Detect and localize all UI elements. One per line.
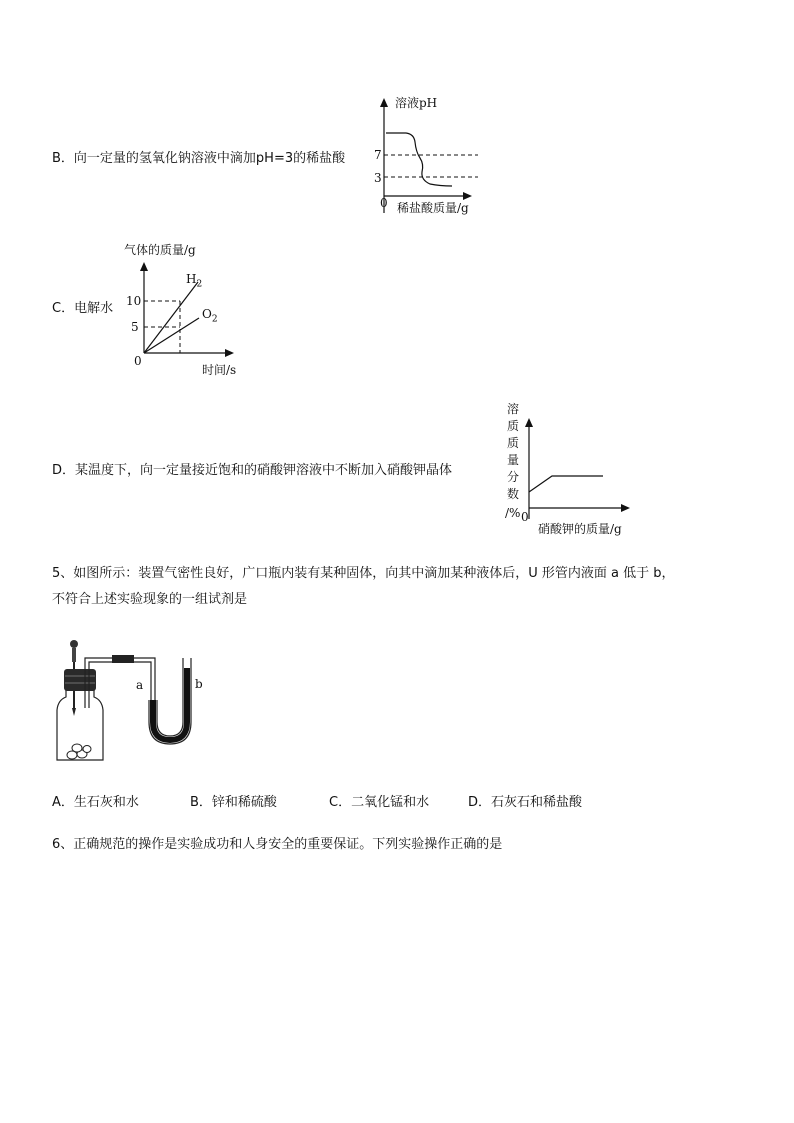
u-tube-inner: [157, 658, 183, 736]
solid-lump: [72, 744, 82, 752]
rubber-connector: [112, 655, 134, 663]
c-origin: 0: [134, 354, 142, 368]
solid-lump: [83, 746, 91, 753]
d-ylabel-char: 质: [507, 419, 520, 433]
c-y-label: 气体的质量/g: [124, 243, 196, 257]
b-ytick-3: 3: [374, 171, 382, 185]
dropper-neck: [72, 648, 76, 662]
o2-label: $O_2$: [202, 307, 218, 325]
label-b: b: [195, 677, 203, 691]
q5-choice-a[interactable]: A．生石灰和水: [52, 795, 139, 810]
dropper-tip-icon: [72, 708, 76, 716]
option-b-text: B．向一定量的氢氧化钠溶液中滴加pH=3的稀盐酸: [52, 151, 346, 166]
h2-label: $H_2$: [186, 272, 203, 290]
d-x-label: 硝酸钾的质量/g: [538, 522, 622, 536]
b-y-label: 溶液pH: [395, 96, 438, 110]
dropper-bulb-icon: [70, 640, 78, 648]
option-c-text: C．电解水: [52, 301, 114, 316]
d-ylabel-char: 分: [507, 470, 520, 484]
d-ylabel-char: 溶: [507, 402, 520, 416]
q5-line-1: 5、如图所示：装置气密性良好，广口瓶内装有某种固体，向其中滴加某种液体后，U 形管内液面 a 低于 b，: [52, 566, 675, 581]
b-origin: 0: [380, 196, 388, 210]
q5-choice-b[interactable]: B．锌和稀硫酸: [190, 795, 277, 810]
rubber-stopper: [64, 669, 96, 691]
c-ytick-5: 5: [131, 320, 139, 334]
q5-choice-d[interactable]: D．石灰石和稀盐酸: [468, 795, 583, 810]
d-ylabel-char: 数: [507, 487, 520, 501]
d-ylabel-char: 量: [507, 453, 520, 467]
q5-choice-c[interactable]: C．二氧化锰和水: [329, 795, 430, 810]
d-ylabel-char: 质: [507, 436, 520, 450]
q5-line-2: 不符合上述实验现象的一组试剂是: [52, 592, 248, 607]
b-x-label: 稀盐酸质量/g: [397, 201, 469, 215]
label-a: a: [136, 678, 144, 692]
d-origin: 0: [521, 510, 529, 524]
option-d-text: D．某温度下，向一定量接近饱和的硝酸钾溶液中不断加入硝酸钾晶体: [52, 463, 453, 478]
c-ytick-10: 10: [126, 294, 142, 308]
d-ylabel-char: /%: [505, 506, 521, 520]
b-ytick-7: 7: [374, 148, 382, 162]
c-x-label: 时间/s: [202, 363, 237, 377]
q6-text: 6、正确规范的操作是实验成功和人身安全的重要保证。下列实验操作正确的是: [52, 837, 503, 852]
